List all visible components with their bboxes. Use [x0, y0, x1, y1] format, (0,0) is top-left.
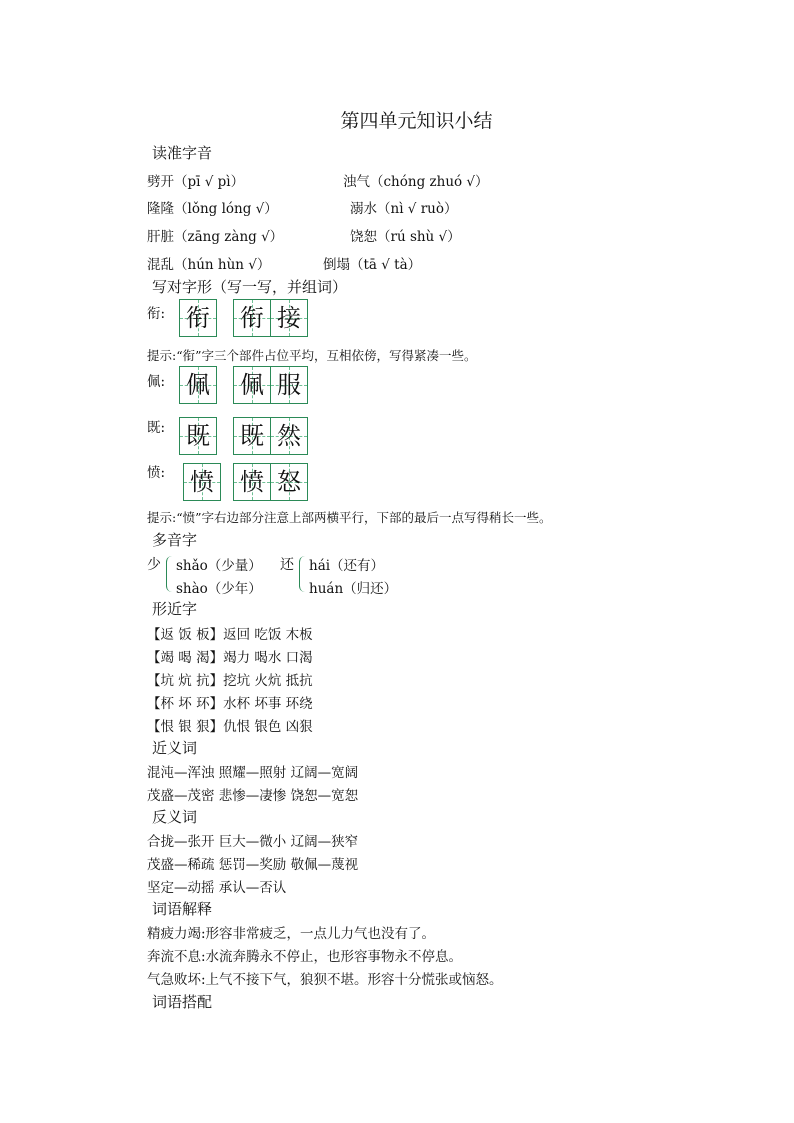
writing-grid-char	[179, 417, 216, 455]
list-item: 气急败坏:上气不接下气，狼狈不堪。形容十分慌张或恼怒。	[147, 972, 503, 988]
list-item: 【竭 喝 渴】竭力 喝水 口渴	[147, 650, 313, 666]
grid-cell: 既	[233, 417, 271, 455]
list-item: 【杯 坏 环】水杯 坏事 环绕	[147, 696, 313, 712]
writing-grid-word	[233, 417, 307, 455]
grid-cell: 怒	[270, 463, 308, 501]
page-title: 第四单元知识小结	[340, 110, 493, 132]
writing-grid-word	[233, 299, 307, 337]
section-pronunciation: 读准字音	[152, 144, 213, 162]
writing-grid-char	[179, 299, 216, 337]
list-item: 坚定—动摇 承认—否认	[147, 880, 287, 896]
grid-cell: 佩	[179, 366, 217, 404]
pron-item: 劈开（pī √ pì）	[147, 174, 245, 190]
pron-item: 肝脏（zāng zàng √）	[147, 229, 284, 245]
pron-item: 混乱（hún hùn √）	[147, 257, 271, 273]
writing-label: 愤:	[147, 465, 166, 481]
grid-cell: 衔	[179, 299, 217, 337]
pron-item: 溺水（nì √ ruò）	[350, 201, 458, 217]
brace-icon	[166, 556, 173, 592]
list-item: 精疲力竭:形容非常疲乏，一点儿力气也没有了。	[147, 926, 436, 942]
writing-label: 佩:	[147, 374, 166, 390]
pron-item: 浊气（chóng zhuó √）	[343, 174, 489, 190]
grid-cell: 衔	[233, 299, 271, 337]
writing-grid-char	[179, 366, 216, 404]
section-explanation: 词语解释	[152, 900, 213, 918]
grid-cell: 愤	[183, 463, 221, 501]
brace-icon	[299, 556, 306, 592]
pron-item: 倒塌（tā √ tà）	[323, 257, 422, 273]
pron-item: 饶恕（rú shù √）	[350, 229, 461, 245]
grid-cell: 服	[270, 366, 308, 404]
writing-grid-char	[183, 463, 220, 501]
section-polyphonic: 多音字	[152, 531, 198, 549]
polyphonic-reading: shào（少年）	[176, 581, 262, 597]
tip-text: 提示:“衔”字三个部件占位平均，互相依傍，写得紧凑一些。	[147, 348, 477, 363]
grid-cell: 愤	[233, 463, 271, 501]
section-synonyms: 近义词	[152, 739, 198, 757]
writing-grid-word	[233, 366, 307, 404]
grid-cell: 佩	[233, 366, 271, 404]
grid-cell: 然	[270, 417, 308, 455]
polyphonic-char: 少	[147, 557, 161, 573]
section-antonyms: 反义词	[152, 808, 198, 826]
writing-label: 既:	[147, 420, 166, 436]
section-similar-shape: 形近字	[152, 600, 198, 618]
tip-text: 提示:“愤”字右边部分注意上部两横平行，下部的最后一点写得稍长一些。	[147, 510, 552, 525]
pron-item: 隆隆（lǒng lóng √）	[147, 201, 278, 217]
list-item: 【恨 银 狠】仇恨 银色 凶狠	[147, 719, 313, 735]
polyphonic-reading: huán（归还）	[309, 581, 398, 597]
list-item: 奔流不息:水流奔腾永不停止，也形容事物永不停息。	[147, 949, 463, 965]
section-writing: 写对字形（写一写，并组词）	[152, 278, 348, 296]
grid-cell: 接	[270, 299, 308, 337]
list-item: 茂盛—稀疏 惩罚—奖励 敬佩—蔑视	[147, 857, 359, 873]
writing-label: 衔:	[147, 306, 166, 322]
polyphonic-char: 还	[280, 557, 294, 573]
polyphonic-reading: hái（还有）	[309, 558, 385, 574]
list-item: 【返 饭 板】返回 吃饭 木板	[147, 627, 313, 643]
grid-cell: 既	[179, 417, 217, 455]
list-item: 茂盛—茂密 悲惨—凄惨 饶恕—宽恕	[147, 788, 359, 804]
polyphonic-reading: shǎo（少量）	[176, 558, 262, 574]
section-collocation: 词语搭配	[152, 993, 213, 1011]
list-item: 混沌—浑浊 照耀—照射 辽阔—宽阔	[147, 765, 359, 781]
writing-grid-word	[233, 463, 307, 501]
list-item: 【坑 炕 抗】挖坑 火炕 抵抗	[147, 673, 313, 689]
list-item: 合拢—张开 巨大—微小 辽阔—狭窄	[147, 834, 359, 850]
